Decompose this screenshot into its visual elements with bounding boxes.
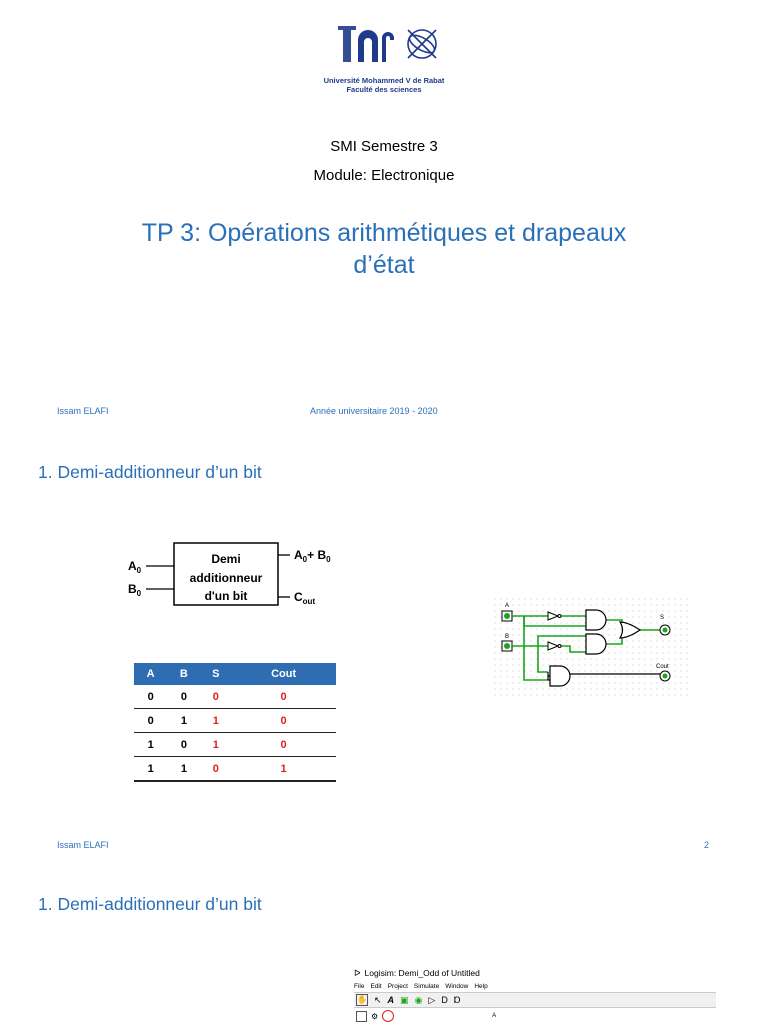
text-tool-icon[interactable]: A: [387, 995, 395, 1005]
section-heading: 1. Demi-additionneur d’un bit: [38, 462, 262, 482]
logisim-window: [354, 966, 716, 1024]
half-adder-circuit: [494, 598, 690, 696]
header-s: S: [201, 663, 232, 685]
block-line2: additionneur: [189, 571, 263, 585]
highlighted-tool-icon[interactable]: [382, 1010, 394, 1022]
window-title: Logisim: Demi_Odd of Untitled: [364, 968, 480, 978]
menu-simulate[interactable]: Simulate: [413, 982, 440, 990]
header-cout: Cout: [231, 663, 336, 685]
or-gate-tool-icon[interactable]: Ɒ: [453, 994, 461, 1005]
menu-project[interactable]: Project: [387, 982, 408, 990]
input-b-label: $B_0$: [128, 582, 142, 598]
slide-title-line1: TP 3: Opérations arithmétiques et drapeaux: [141, 219, 627, 247]
cell-b: 0: [167, 733, 200, 757]
header-a: A: [134, 663, 167, 685]
circuit-out-s-label: S: [660, 615, 665, 621]
cell-cout: 1: [231, 757, 336, 782]
cell-s: 1: [201, 733, 232, 757]
university-name: Université Mohammed V de Rabat: [323, 76, 445, 85]
toolbar: [354, 992, 716, 1008]
truth-table: [134, 663, 336, 782]
table-row: [134, 757, 336, 782]
attributes-icon[interactable]: ⚙: [371, 1011, 379, 1021]
poke-tool-icon[interactable]: ✋: [357, 995, 367, 1004]
logisim-app-icon: ᐅ: [354, 967, 361, 978]
module-label: Module: Electronique: [313, 167, 455, 184]
cell-s: 1: [201, 709, 232, 733]
cell-s: 0: [201, 685, 232, 709]
not-gate-tool-icon[interactable]: ▷: [428, 994, 436, 1005]
cell-a: 1: [134, 757, 167, 782]
input-pin-tool-icon[interactable]: ▣: [400, 994, 409, 1005]
slide-title-line2: d’état: [353, 251, 415, 279]
cell-a: 0: [134, 685, 167, 709]
faculty-name: Faculté des sciences: [346, 85, 422, 94]
section-heading-2: 1. Demi-additionneur d’un bit: [38, 894, 262, 914]
output-carry-label: $C_{out}$: [294, 590, 316, 606]
menu-file[interactable]: File: [354, 982, 365, 990]
table-row: [134, 733, 336, 757]
header-b: B: [167, 663, 200, 685]
table-row: [134, 709, 336, 733]
menu-edit[interactable]: Edit: [370, 982, 382, 990]
input-a-label: $A_0$: [128, 559, 142, 575]
half-adder-block-diagram: [124, 538, 364, 610]
cell-b: 1: [167, 757, 200, 782]
circuit-in-a-label: A: [505, 603, 510, 609]
cell-s: 0: [201, 757, 232, 782]
block-line1: Demi: [211, 552, 241, 566]
select-tool-icon[interactable]: ↖: [374, 994, 382, 1005]
cell-cout: 0: [231, 709, 336, 733]
output-sum-label: $A_0+ B_0$: [294, 548, 331, 564]
cell-b: 1: [167, 709, 200, 733]
footer-author: Issam ELAFI: [57, 406, 109, 416]
and-gate-1: [586, 610, 606, 630]
cell-cout: 0: [231, 685, 336, 709]
menu-bar: [354, 980, 716, 992]
page-number: 2: [704, 840, 710, 850]
table-row: [134, 685, 336, 709]
and-gate-carry: [550, 666, 570, 686]
program-label: SMI Semestre 3: [330, 138, 438, 155]
circuit-in-b-label: B: [505, 634, 510, 640]
and-gate-2: [586, 634, 606, 654]
menu-help[interactable]: Help: [474, 982, 488, 990]
menu-window[interactable]: Window: [445, 982, 469, 990]
footer-year: Année universitaire 2019 - 2020: [310, 406, 438, 416]
cell-a: 0: [134, 709, 167, 733]
toolbar-row-2: [354, 1008, 716, 1024]
canvas-label-a: A: [492, 1013, 497, 1019]
cell-cout: 0: [231, 733, 336, 757]
window-titlebar: [354, 966, 716, 980]
explorer-icon[interactable]: [356, 1011, 367, 1022]
circuit-out-cout-label: Cout: [656, 664, 669, 670]
slide-title: [84, 217, 684, 281]
truth-table-header: [134, 663, 336, 685]
output-pin-tool-icon[interactable]: ◉: [414, 994, 423, 1005]
and-gate-tool-icon[interactable]: D: [441, 995, 448, 1005]
cell-a: 1: [134, 733, 167, 757]
block-line3: d'un bit: [204, 589, 248, 603]
footer-author-2: Issam ELAFI: [57, 840, 109, 850]
cell-b: 0: [167, 685, 200, 709]
